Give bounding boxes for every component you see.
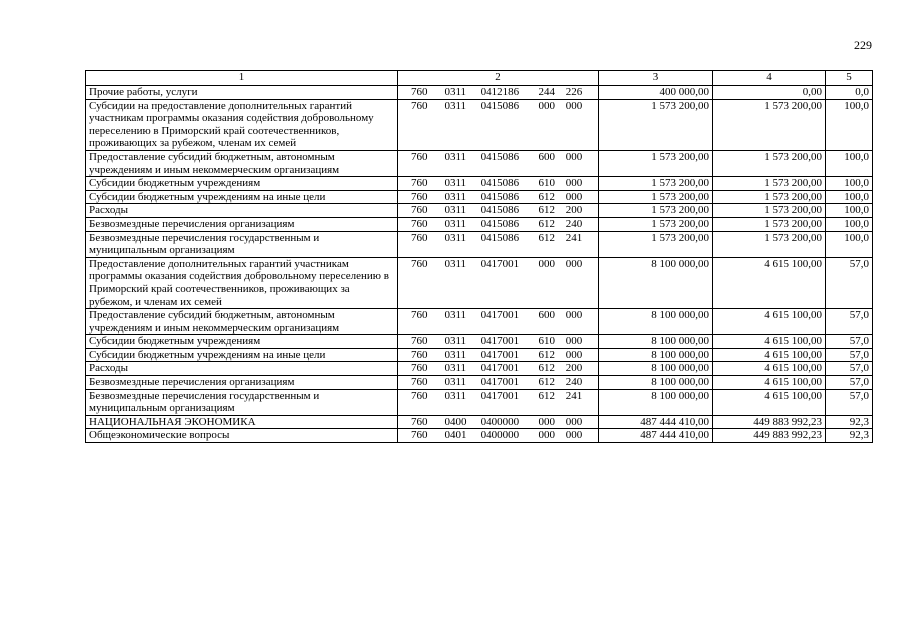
table-row	[86, 231, 873, 257]
table-row	[86, 217, 873, 231]
row-code-1: 760	[411, 231, 428, 244]
table-row	[86, 362, 873, 376]
row-code-5: 200	[565, 362, 583, 375]
row-code-2: 0311	[444, 362, 467, 375]
row-code-1: 760	[411, 429, 428, 442]
row-code-2: 0311	[444, 335, 467, 348]
row-name: Субсидии бюджетным учреждениям	[86, 177, 398, 191]
row-code-1: 760	[411, 348, 428, 361]
row-code-4: 612	[538, 362, 556, 375]
row-col3-value: 1 573 200,00	[599, 150, 713, 176]
row-code-2: 0311	[444, 190, 467, 203]
row-code-4: 000	[538, 257, 556, 270]
row-code-5: 000	[565, 335, 583, 348]
row-code-3: 0415086	[480, 231, 520, 244]
row-col4-value: 1 573 200,00	[713, 190, 826, 204]
row-col5-value: 57,0	[826, 389, 873, 415]
row-code-3: 0417001	[480, 376, 520, 389]
row-name: Субсидии бюджетным учреждениям на иные цели	[86, 348, 398, 362]
row-col5-value: 57,0	[826, 376, 873, 390]
row-code-4: 612	[538, 231, 556, 244]
row-code-3: 0400000	[480, 415, 520, 428]
row-col4-value: 4 615 100,00	[713, 335, 826, 349]
row-code-5: 240	[565, 217, 583, 230]
row-col3-value: 8 100 000,00	[599, 376, 713, 390]
row-name: НАЦИОНАЛЬНАЯ ЭКОНОМИКА	[86, 415, 398, 429]
row-name: Расходы	[86, 362, 398, 376]
row-code-2: 0311	[444, 86, 467, 98]
row-code-3: 0417001	[480, 309, 520, 322]
row-code-2: 0311	[444, 389, 467, 402]
row-name: Безвозмездные перечисления государственным и муниципальным организациям	[86, 231, 398, 257]
row-codes	[398, 335, 599, 349]
row-code-3: 0417001	[480, 362, 520, 375]
row-col5-value: 57,0	[826, 335, 873, 349]
row-codes	[398, 177, 599, 191]
row-col4-value: 1 573 200,00	[713, 99, 826, 150]
row-code-2: 0311	[444, 376, 467, 389]
row-col3-value: 487 444 410,00	[599, 429, 713, 443]
row-code-5: 200	[565, 204, 583, 217]
row-code-4: 244	[538, 86, 556, 98]
budget-table	[85, 70, 873, 443]
row-col4-value: 4 615 100,00	[713, 309, 826, 335]
row-col4-value: 1 573 200,00	[713, 150, 826, 176]
row-col4-value: 1 573 200,00	[713, 217, 826, 231]
row-col4-value: 1 573 200,00	[713, 177, 826, 191]
row-code-1: 760	[411, 257, 428, 270]
row-col3-value: 8 100 000,00	[599, 309, 713, 335]
row-code-5: 000	[565, 99, 583, 112]
row-code-4: 000	[538, 99, 556, 112]
row-col4-value: 4 615 100,00	[713, 376, 826, 390]
row-code-2: 0311	[444, 177, 467, 190]
row-code-5: 240	[565, 376, 583, 389]
row-col3-value: 1 573 200,00	[599, 231, 713, 257]
row-code-5: 000	[565, 257, 583, 270]
row-col4-value: 4 615 100,00	[713, 348, 826, 362]
header-col-5: 5	[826, 71, 873, 86]
row-code-3: 0415086	[480, 150, 520, 163]
row-code-1: 760	[411, 190, 428, 203]
row-code-1: 760	[411, 415, 428, 428]
row-code-2: 0311	[444, 217, 467, 230]
row-code-1: 760	[411, 309, 428, 322]
row-codes	[398, 362, 599, 376]
row-col3-value: 8 100 000,00	[599, 362, 713, 376]
row-code-5: 000	[565, 309, 583, 322]
table-row	[86, 389, 873, 415]
row-codes	[398, 429, 599, 443]
row-code-3: 0415086	[480, 99, 520, 112]
row-col5-value: 57,0	[826, 362, 873, 376]
row-code-3: 0415086	[480, 217, 520, 230]
row-name: Предоставление дополнительных гарантий участникам программы оказания содействия добровольному переселению в Приморский край соотечественников, проживающих за рубежом, и членам их семей	[86, 257, 398, 308]
row-codes	[398, 348, 599, 362]
row-col5-value: 92,3	[826, 429, 873, 443]
header-col-2: 2	[398, 71, 599, 86]
table-row	[86, 376, 873, 390]
row-code-1: 760	[411, 217, 428, 230]
row-code-2: 0401	[444, 429, 467, 442]
row-col4-value: 1 573 200,00	[713, 204, 826, 218]
row-code-1: 760	[411, 376, 428, 389]
row-code-1: 760	[411, 86, 428, 98]
header-col-1: 1	[86, 71, 398, 86]
row-col5-value: 100,0	[826, 204, 873, 218]
row-col3-value: 1 573 200,00	[599, 190, 713, 204]
row-code-5: 000	[565, 190, 583, 203]
row-code-3: 0415086	[480, 177, 520, 190]
table-row	[86, 150, 873, 176]
row-code-2: 0311	[444, 150, 467, 163]
row-col5-value: 92,3	[826, 415, 873, 429]
row-codes	[398, 257, 599, 308]
row-code-4: 000	[538, 415, 556, 428]
table-row	[86, 86, 873, 100]
row-codes	[398, 309, 599, 335]
row-codes	[398, 389, 599, 415]
table-row	[86, 99, 873, 150]
row-col4-value: 449 883 992,23	[713, 415, 826, 429]
table-body	[86, 86, 873, 443]
row-code-1: 760	[411, 362, 428, 375]
row-name: Прочие работы, услуги	[86, 86, 398, 100]
header-col-4: 4	[713, 71, 826, 86]
row-name: Расходы	[86, 204, 398, 218]
row-code-5: 241	[565, 389, 583, 402]
header-col-3: 3	[599, 71, 713, 86]
table-row	[86, 190, 873, 204]
row-codes	[398, 217, 599, 231]
row-code-3: 0417001	[480, 257, 520, 270]
row-col5-value: 100,0	[826, 190, 873, 204]
row-code-3: 0417001	[480, 348, 520, 361]
row-col3-value: 8 100 000,00	[599, 257, 713, 308]
row-col4-value: 4 615 100,00	[713, 389, 826, 415]
row-codes	[398, 231, 599, 257]
row-code-1: 760	[411, 177, 428, 190]
row-col4-value: 0,00	[713, 86, 826, 100]
row-col5-value: 57,0	[826, 348, 873, 362]
row-col5-value: 57,0	[826, 309, 873, 335]
row-col3-value: 8 100 000,00	[599, 335, 713, 349]
row-code-5: 226	[565, 86, 583, 98]
row-codes	[398, 99, 599, 150]
row-code-1: 760	[411, 150, 428, 163]
row-col5-value: 100,0	[826, 177, 873, 191]
row-code-4: 610	[538, 177, 556, 190]
table-row	[86, 309, 873, 335]
row-col4-value: 1 573 200,00	[713, 231, 826, 257]
row-col3-value: 400 000,00	[599, 86, 713, 100]
row-codes	[398, 415, 599, 429]
page-number: 229	[854, 38, 872, 52]
row-col3-value: 487 444 410,00	[599, 415, 713, 429]
row-codes	[398, 204, 599, 218]
table-row	[86, 257, 873, 308]
row-col3-value: 1 573 200,00	[599, 99, 713, 150]
row-col3-value: 8 100 000,00	[599, 348, 713, 362]
row-col3-value: 1 573 200,00	[599, 204, 713, 218]
row-col5-value: 100,0	[826, 217, 873, 231]
row-name: Субсидии на предоставление дополнительных гарантий участникам программы оказания содействия добровольному переселению в Приморский край соотечественников, проживающих за рубежом, членам их семей	[86, 99, 398, 150]
row-name: Предоставление субсидий бюджетным, автономным учреждениям и иным некоммерческим организациям	[86, 150, 398, 176]
table-row	[86, 348, 873, 362]
row-col4-value: 449 883 992,23	[713, 429, 826, 443]
row-col5-value: 100,0	[826, 231, 873, 257]
row-name: Субсидии бюджетным учреждениям	[86, 335, 398, 349]
row-code-2: 0400	[444, 415, 467, 428]
row-code-5: 000	[565, 348, 583, 361]
header-row	[86, 71, 873, 86]
row-codes	[398, 150, 599, 176]
table-row	[86, 415, 873, 429]
row-name: Субсидии бюджетным учреждениям на иные цели	[86, 190, 398, 204]
row-codes	[398, 86, 599, 100]
row-code-3: 0417001	[480, 335, 520, 348]
row-name: Предоставление субсидий бюджетным, автономным учреждениям и иным некоммерческим организациям	[86, 309, 398, 335]
row-code-2: 0311	[444, 231, 467, 244]
row-code-1: 760	[411, 389, 428, 402]
row-code-5: 000	[565, 177, 583, 190]
row-name: Безвозмездные перечисления государственным и муниципальным организациям	[86, 389, 398, 415]
row-col4-value: 4 615 100,00	[713, 362, 826, 376]
row-code-2: 0311	[444, 309, 467, 322]
row-code-4: 612	[538, 190, 556, 203]
row-code-4: 600	[538, 309, 556, 322]
row-code-4: 612	[538, 389, 556, 402]
row-codes	[398, 376, 599, 390]
row-code-2: 0311	[444, 257, 467, 270]
row-name: Безвозмездные перечисления организациям	[86, 376, 398, 390]
row-code-4: 600	[538, 150, 556, 163]
table-row	[86, 177, 873, 191]
row-code-4: 610	[538, 335, 556, 348]
row-col5-value: 100,0	[826, 150, 873, 176]
row-code-4: 612	[538, 376, 556, 389]
row-code-2: 0311	[444, 204, 467, 217]
row-code-1: 760	[411, 335, 428, 348]
row-code-1: 760	[411, 204, 428, 217]
row-name: Общеэкономические вопросы	[86, 429, 398, 443]
row-codes	[398, 190, 599, 204]
row-code-5: 000	[565, 429, 583, 442]
row-col4-value: 4 615 100,00	[713, 257, 826, 308]
row-col3-value: 1 573 200,00	[599, 177, 713, 191]
row-code-4: 612	[538, 204, 556, 217]
row-code-3: 0412186	[480, 86, 520, 98]
row-code-1: 760	[411, 99, 428, 112]
table-row	[86, 429, 873, 443]
row-code-3: 0415086	[480, 204, 520, 217]
row-col5-value: 0,0	[826, 86, 873, 100]
row-code-4: 000	[538, 429, 556, 442]
table-row	[86, 335, 873, 349]
row-code-2: 0311	[444, 348, 467, 361]
row-code-3: 0415086	[480, 190, 520, 203]
row-col5-value: 57,0	[826, 257, 873, 308]
row-code-4: 612	[538, 217, 556, 230]
row-name: Безвозмездные перечисления организациям	[86, 217, 398, 231]
row-code-2: 0311	[444, 99, 467, 112]
row-code-4: 612	[538, 348, 556, 361]
row-code-3: 0400000	[480, 429, 520, 442]
row-code-3: 0417001	[480, 389, 520, 402]
row-code-5: 000	[565, 415, 583, 428]
row-code-5: 241	[565, 231, 583, 244]
row-col3-value: 8 100 000,00	[599, 389, 713, 415]
table-row	[86, 204, 873, 218]
row-code-5: 000	[565, 150, 583, 163]
row-col5-value: 100,0	[826, 99, 873, 150]
row-col3-value: 1 573 200,00	[599, 217, 713, 231]
